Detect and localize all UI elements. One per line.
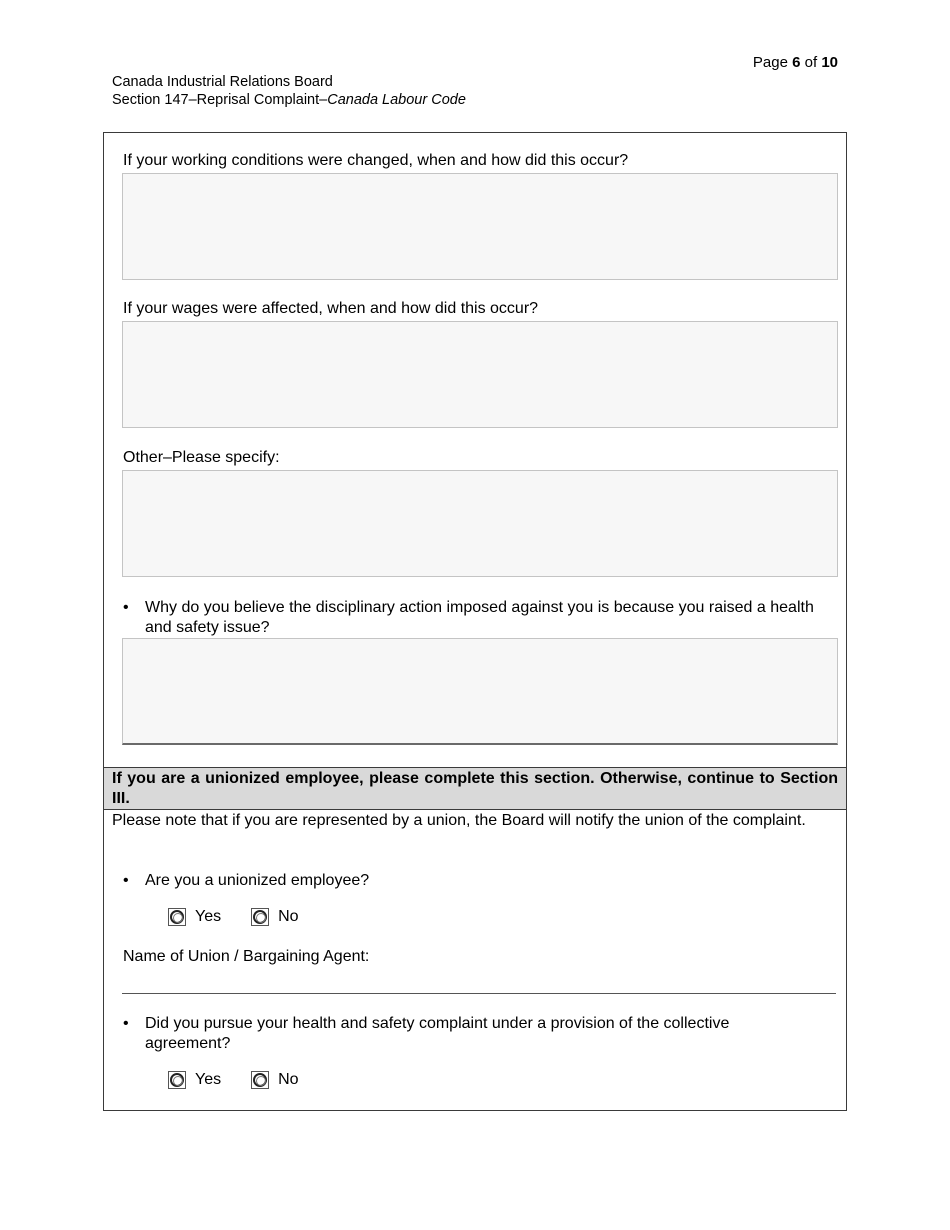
working-conditions-label: If your working conditions were changed, when and how did this occur? (123, 152, 629, 169)
bullet: • (123, 872, 129, 889)
other-label: Other–Please specify: (123, 449, 280, 466)
union-note: Please note that if you are represented by a union, the Board will notify the union of the complaint. (112, 812, 806, 829)
union-name-field[interactable] (122, 993, 836, 994)
bullet: • (123, 599, 129, 616)
form-frame (103, 132, 847, 1111)
union-section-heading: If you are a unionized employee, please complete this section. Otherwise, continue to Section III. (104, 767, 846, 810)
why-disciplinary-field[interactable] (122, 638, 838, 745)
no-label: No (278, 1071, 299, 1088)
document-header (112, 73, 466, 109)
radio-circle-icon (170, 910, 184, 924)
organization-name: Canada Industrial Relations Board (112, 74, 333, 90)
collective-agreement-options (168, 1071, 329, 1089)
collective-yes-radio[interactable] (168, 1071, 186, 1089)
unionized-label: Are you a unionized employee? (145, 872, 370, 889)
why-disciplinary-question (123, 598, 815, 638)
yes-label: Yes (195, 1071, 222, 1088)
collective-no-radio[interactable] (251, 1071, 269, 1089)
unionized-options (168, 908, 329, 926)
wages-label: If your wages were affected, when and how did this occur? (123, 300, 539, 317)
collective-agreement-label: Did you pursue your health and safety complaint under a provision of the collective agreement? (145, 1015, 730, 1052)
other-field[interactable] (122, 470, 838, 577)
why-disciplinary-label: Why do you believe the disciplinary action imposed against you is because you raised a health and safety issue? (145, 599, 814, 636)
bullet: • (123, 1015, 129, 1032)
wages-field[interactable] (122, 321, 838, 428)
collective-agreement-question (123, 1014, 815, 1054)
no-label: No (278, 908, 299, 925)
unionized-no-radio[interactable] (251, 908, 269, 926)
radio-circle-icon (253, 910, 267, 924)
unionized-question (123, 871, 815, 891)
yes-label: Yes (195, 908, 222, 925)
page-number: Page 6 of 10 (752, 54, 838, 71)
radio-circle-icon (170, 1073, 184, 1087)
union-name-label: Name of Union / Bargaining Agent: (123, 948, 370, 965)
working-conditions-field[interactable] (122, 173, 838, 280)
unionized-yes-radio[interactable] (168, 908, 186, 926)
form-subtitle: Section 147–Reprisal Complaint–Canada Labour Code (112, 92, 466, 108)
radio-circle-icon (253, 1073, 267, 1087)
